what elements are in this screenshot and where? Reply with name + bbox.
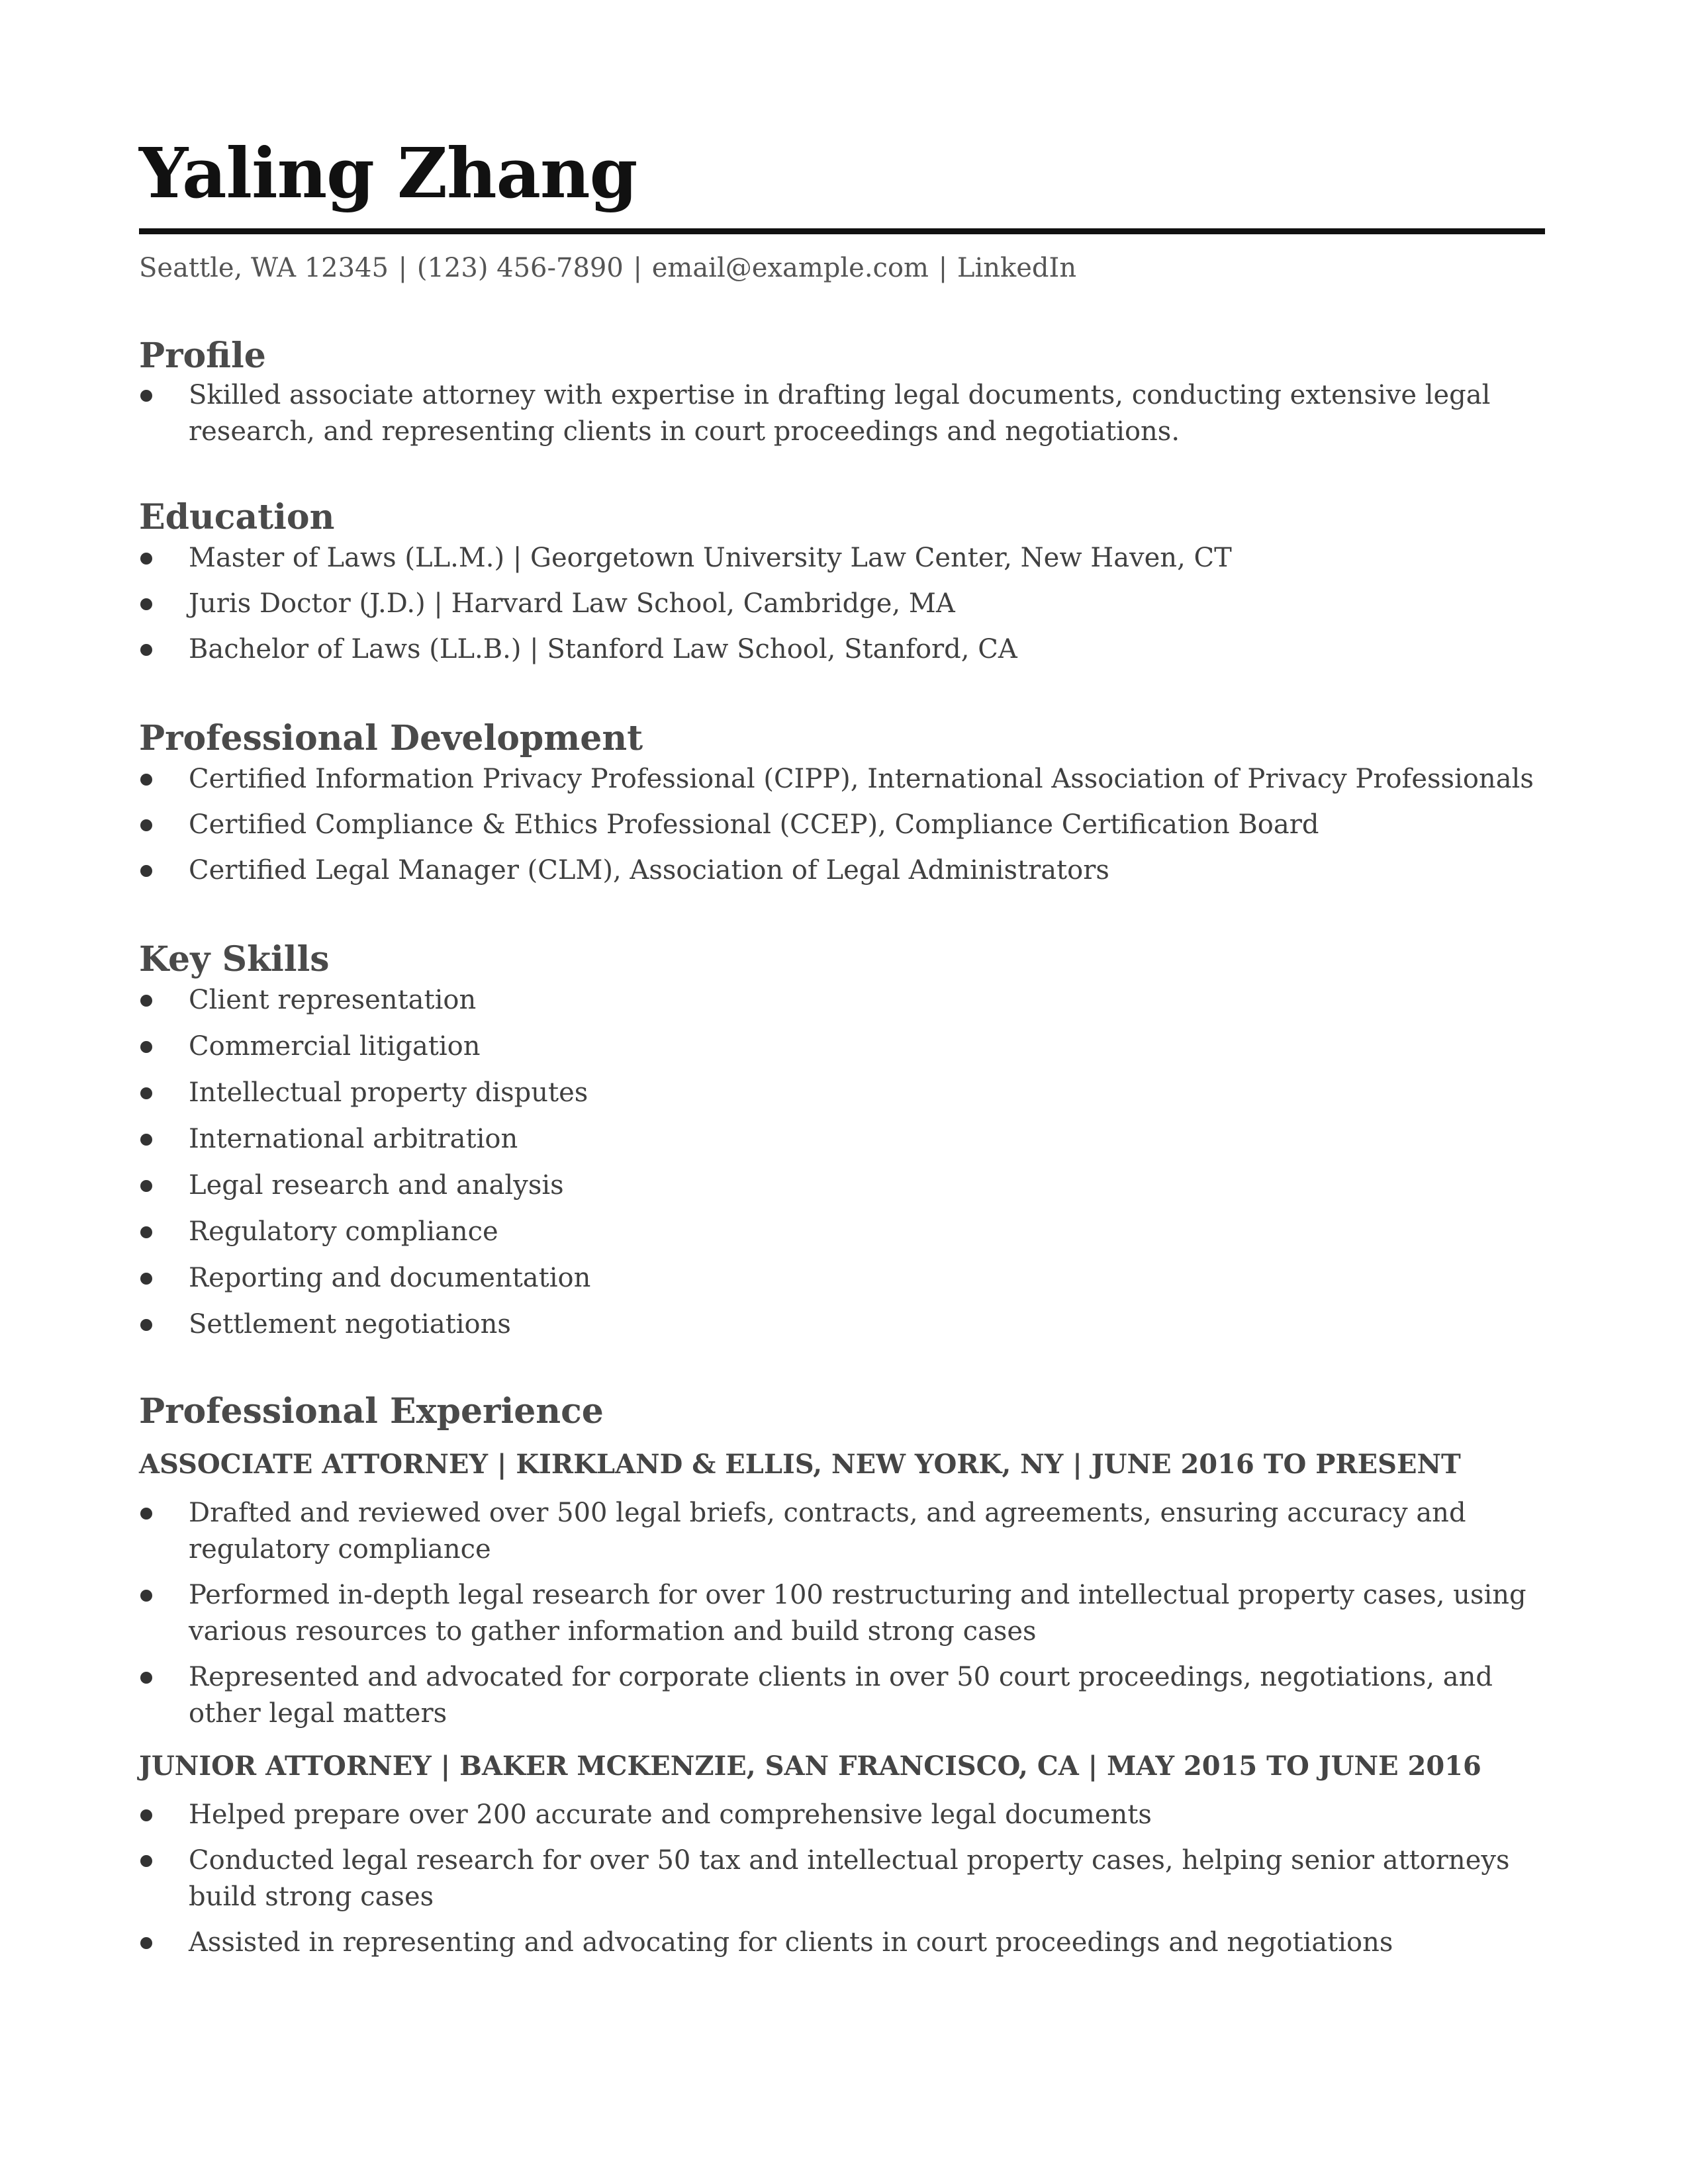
education-section	[139, 496, 1545, 668]
contact-email[interactable]: email@example.com	[651, 253, 929, 283]
list-item-text: Conducted legal research for over 50 tax and intellectual property cases, helping senior attorneys build strong cases	[189, 1845, 1510, 1912]
list-item-text: Regulatory compliance	[189, 1216, 498, 1247]
list-item	[139, 377, 1545, 450]
list-item-text: Bachelor of Laws (LL.B.) | Stanford Law School, Stanford, CA	[189, 634, 1017, 664]
bullet-icon	[140, 865, 152, 877]
bullet-icon	[140, 1809, 152, 1821]
contact-phone: (123) 456-7890	[416, 253, 624, 283]
bullet-icon	[140, 644, 152, 656]
list-item-text: International arbitration	[189, 1124, 518, 1154]
list-item-text: Drafted and reviewed over 500 legal briefs, contracts, and agreements, ensuring accuracy and regulatory compliance	[189, 1498, 1466, 1565]
list-item-text: Skilled associate attorney with expertise in drafting legal documents, conducting extensive legal research, and representing clients in court proceedings and negotiations.	[189, 380, 1491, 447]
bullet-icon	[140, 1937, 152, 1949]
list-item	[139, 540, 1545, 576]
section-title-experience: Professional Experience	[139, 1391, 604, 1432]
profile-section	[139, 335, 1545, 450]
bullet-icon	[140, 1273, 152, 1285]
list-item	[139, 852, 1545, 889]
section-title-profile: Profile	[139, 336, 266, 376]
job-heading: JUNIOR ATTORNEY | BAKER MCKENZIE, SAN FRANCISCO, CA | MAY 2015 TO JUNE 2016	[139, 1751, 1481, 1782]
bullet-icon	[140, 1672, 152, 1684]
bullet-icon	[140, 598, 152, 610]
list-item-text: Certified Compliance & Ethics Professional (CCEP), Compliance Certification Board	[189, 809, 1319, 840]
section-title-skills: Key Skills	[139, 939, 330, 979]
list-item	[139, 1167, 1545, 1204]
contact-separator: |	[398, 253, 408, 283]
list-item-text: Certified Legal Manager (CLM), Association of Legal Administrators	[189, 855, 1109, 886]
list-item-text: Reporting and documentation	[189, 1263, 591, 1293]
bullet-icon	[140, 390, 152, 402]
list-item	[139, 1577, 1545, 1650]
list-item	[139, 1495, 1545, 1568]
candidate-name: Yaling Zhang	[139, 132, 637, 214]
list-item-text: Certified Information Privacy Professional (CIPP), International Association of Privacy Professionals	[189, 764, 1534, 794]
bullet-icon	[140, 1319, 152, 1331]
skills-section	[139, 938, 1545, 1343]
bullet-icon	[140, 1041, 152, 1053]
bullet-icon	[140, 553, 152, 565]
bullet-icon	[140, 1855, 152, 1867]
list-item-text: Juris Doctor (J.D.) | Harvard Law School, Cambridge, MA	[189, 588, 955, 619]
list-item	[139, 631, 1545, 668]
list-item	[139, 1214, 1545, 1250]
bullet-icon	[140, 774, 152, 786]
bullet-icon	[140, 1134, 152, 1146]
skills-list	[139, 982, 1545, 1343]
contact-linkedin[interactable]: LinkedIn	[957, 253, 1077, 283]
bullet-icon	[140, 1087, 152, 1099]
list-item-text: Represented and advocated for corporate clients in over 50 court proceedings, negotiations, and other legal matters	[189, 1662, 1493, 1729]
list-item-text: Performed in-depth legal research for over 100 restructuring and intellectual property cases, using various resources to gather information and build strong cases	[189, 1580, 1526, 1647]
contact-separator: |	[938, 253, 948, 283]
job-entry	[139, 1446, 1545, 1732]
section-title-education: Education	[139, 497, 335, 537]
bullet-icon	[140, 1226, 152, 1238]
list-item	[139, 1306, 1545, 1343]
education-list	[139, 540, 1545, 668]
list-item-text: Intellectual property disputes	[189, 1077, 588, 1108]
list-item	[139, 982, 1545, 1019]
bullet-icon	[140, 995, 152, 1007]
job-bullets	[139, 1797, 1545, 1961]
contact-address: Seattle, WA 12345	[139, 253, 389, 283]
list-item	[139, 807, 1545, 843]
list-item	[139, 586, 1545, 622]
list-item-text: Assisted in representing and advocating for clients in court proceedings and negotiations	[189, 1927, 1393, 1958]
header-divider	[139, 228, 1545, 234]
list-item-text: Master of Laws (LL.M.) | Georgetown University Law Center, New Haven, CT	[189, 543, 1232, 573]
profile-list	[139, 377, 1545, 450]
development-list	[139, 761, 1545, 889]
job-heading: ASSOCIATE ATTORNEY | KIRKLAND & ELLIS, NEW YORK, NY | JUNE 2016 TO PRESENT	[139, 1449, 1461, 1480]
list-item	[139, 1121, 1545, 1158]
list-item	[139, 1260, 1545, 1297]
list-item	[139, 1028, 1545, 1065]
list-item	[139, 1659, 1545, 1732]
list-item-text: Settlement negotiations	[189, 1309, 511, 1340]
list-item-text: Helped prepare over 200 accurate and comprehensive legal documents	[189, 1799, 1152, 1830]
bullet-icon	[140, 819, 152, 831]
list-item	[139, 1925, 1545, 1961]
list-item-text: Legal research and analysis	[189, 1170, 564, 1201]
section-title-development: Professional Development	[139, 718, 643, 758]
job-entry	[139, 1748, 1545, 1961]
experience-section	[139, 1390, 1545, 1961]
resume-page	[139, 132, 1545, 1961]
list-item	[139, 1843, 1545, 1915]
list-item-text: Client representation	[189, 985, 477, 1015]
bullet-icon	[140, 1508, 152, 1520]
development-section	[139, 717, 1545, 889]
contact-line	[139, 250, 1545, 287]
list-item-text: Commercial litigation	[189, 1031, 481, 1062]
contact-separator: |	[633, 253, 642, 283]
bullet-icon	[140, 1180, 152, 1192]
list-item	[139, 1797, 1545, 1833]
bullet-icon	[140, 1590, 152, 1602]
job-bullets	[139, 1495, 1545, 1732]
list-item	[139, 761, 1545, 797]
list-item	[139, 1075, 1545, 1111]
